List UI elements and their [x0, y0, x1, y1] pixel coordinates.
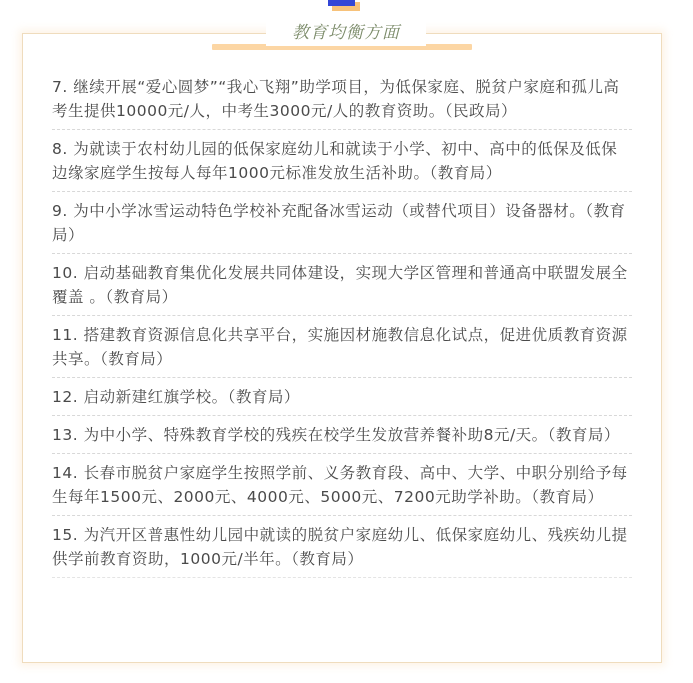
list-item: 11. 搭建教育资源信息化共享平台，实施因材施教信息化试点，促进优质教育资源共享。（教育局）: [52, 320, 632, 378]
list-item: 15. 为汽开区普惠性幼儿园中就读的脱贫户家庭幼儿、低保家庭幼儿、残疾幼儿提供学前教育资助，1000元/半年。（教育局）: [52, 520, 632, 578]
policy-list: [52, 72, 632, 582]
list-item: 13. 为中小学、特殊教育学校的残疾在校学生发放营养餐补助8元/天。（教育局）: [52, 420, 632, 454]
list-item: 8. 为就读于农村幼儿园的低保家庭幼儿和就读于小学、初中、高中的低保及低保边缘家庭学生按每人每年1000元标准发放生活补助。（教育局）: [52, 134, 632, 192]
list-item: 9. 为中小学冰雪运动特色学校补充配备冰雪运动（或替代项目）设备器材。（教育局）: [52, 196, 632, 254]
section-header: [0, 20, 693, 54]
icon-blue-layer: [328, 0, 355, 6]
section-title: 教育均衡方面: [266, 20, 426, 46]
list-item: 10. 启动基础教育集优化发展共同体建设，实现大学区管理和普通高中联盟发展全覆盖 。（教育局）: [52, 258, 632, 316]
list-item: 14. 长春市脱贫户家庭学生按照学前、义务教育段、高中、大学、中职分别给予每生每年1500元、2000元、4000元、5000元、7200元助学补助。（教育局）: [52, 458, 632, 516]
list-item: 12. 启动新建红旗学校。（教育局）: [52, 382, 632, 416]
blue-orange-square-icon: [328, 0, 360, 11]
list-item: 7. 继续开展“爱心圆梦”“我心飞翔”助学项目，为低保家庭、脱贫户家庭和孤儿高考生提供10000元/人，中考生3000元/人的教育资助。（民政局）: [52, 72, 632, 130]
